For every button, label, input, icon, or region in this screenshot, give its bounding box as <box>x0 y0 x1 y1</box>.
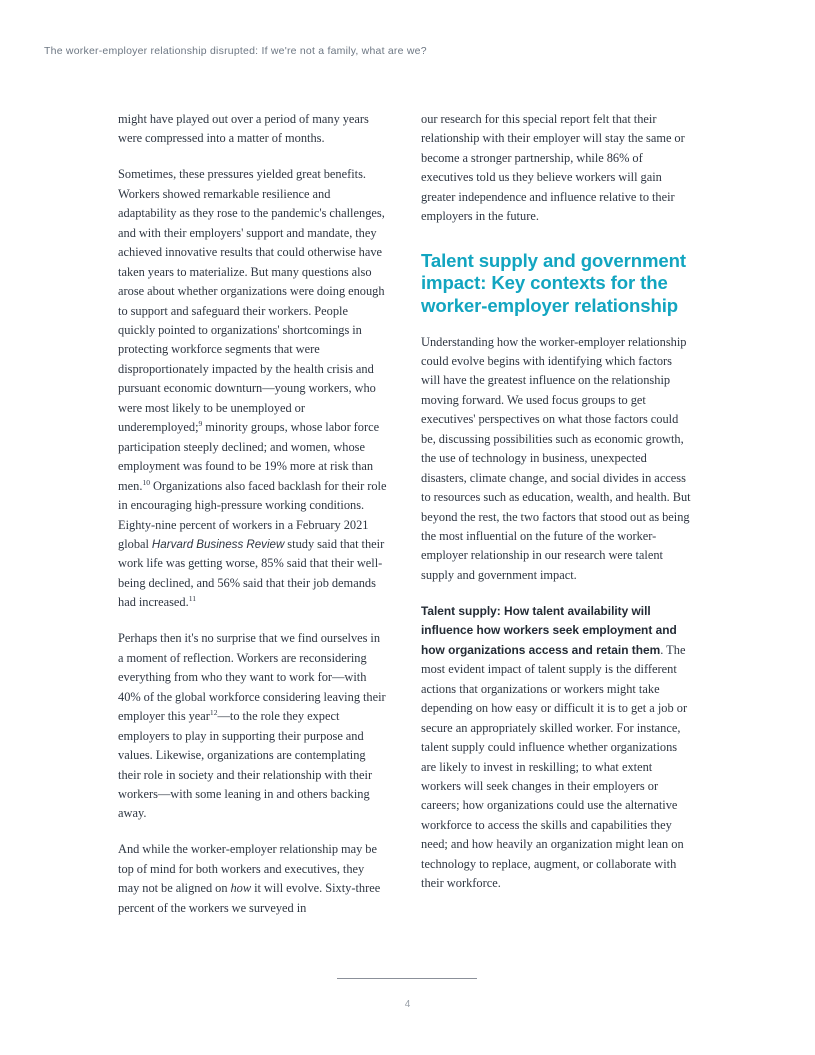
lead-in-talent-supply: Talent supply: How talent availability will influence how workers seek employment and how organizations access and retain them <box>421 603 677 657</box>
footnote-marker-10[interactable]: 10 <box>142 477 151 487</box>
footnote-marker-11[interactable]: 11 <box>188 594 197 604</box>
footnote-marker-9[interactable]: 9 <box>198 419 203 429</box>
footer-divider <box>337 978 477 979</box>
paragraph-talent-supply-definition <box>421 602 692 894</box>
paragraph-text-part-2: minority groups, whose labor force participation steeply declined; and women, whose employment was found to be 19% more at risk than men. <box>118 420 380 493</box>
section-heading-talent-supply-government-impact: Talent supply and government impact: Key contexts for the worker-employer relationship <box>421 249 686 316</box>
paragraph-understanding-factors: Understanding how the worker-employer relationship could evolve begins with identifying which factors will have the greatest influence on the relationship moving forward. We used focus groups to get executives' perspectives on what those factors could be, discussing possibilities such as economic growth, the use of technology in business, unexpected disasters, climate change, and social divides in access to resources such as education, wealth, and health. But beyond the rest, the two factors that stood out as being the most influential on the future of the worker-employer relationship in our research were talent supply and government impact. <box>421 334 691 582</box>
paragraph-talent-supply-body: . The most evident impact of talent supply is the different actions that organizations or workers might take depending on how easy or difficult it is to get a job or secure an appropriately skilled worker. For instance, talent supply could influence whether organizations are likely to invest in reskilling; to what extent workers will seek changes in their employers or careers; how organizations could use the alternative workforce to access the skills and capabilities they need; and how heavily an organization might lean on technology to replace, augment, or collaborate with their workforce. <box>421 642 688 891</box>
page-number: 4 <box>404 999 411 1010</box>
left-column <box>118 110 388 920</box>
paragraph-text-part-1: Sometimes, these pressures yielded great benefits. Workers showed remarkable resilience and adaptability as they rose to the pandemic's challenges, and with their employers' support and mandate, they achieved innovative results that could otherwise have taken years to materialize. But many questions also arose about whether organizations were doing enough to support and safeguard their workers. People quickly pointed to organizations' shortcomings in protecting workforce segments that were disproportionately impacted by the health crisis and pursuant economic downturn—young workers, who were most likely to be unemployed or underemployed; <box>118 167 385 435</box>
paragraph-moment-of-reflection <box>118 629 388 824</box>
paragraph-research-findings: our research for this special report felt that their relationship with their employer will stay the same or become a stronger partnership, while 86% of executives told us they believe workers will gain greater independence and influence relative to their employers in the future. <box>421 112 685 224</box>
running-header: The worker-employer relationship disrupted: If we're not a family, what are we? <box>44 45 427 57</box>
paragraph-text-part-3: Organizations also faced backlash for their role in encouraging high-pressure working conditions. Eighty-nine percent of workers in a February 2021 global <box>118 478 387 552</box>
paragraph-text-part-2: it will evolve. Sixty-three percent of the workers we surveyed in <box>118 881 381 915</box>
paragraph-continuation: might have played out over a period of many years were compressed into a matter of months. <box>118 112 369 146</box>
paragraph-pressures-benefits <box>118 165 388 612</box>
paragraph-text-part-1: Perhaps then it's no surprise that we find ourselves in a moment of reflection. Workers are reconsidering everything from who they want to work for—with 40% of the global workforce considering leaving their employer this year <box>118 631 386 724</box>
right-column <box>421 110 692 920</box>
footnote-marker-12[interactable]: 12 <box>209 708 218 718</box>
paragraph-alignment-evolve <box>118 840 388 918</box>
paragraph-text-part-4: study said that their work life was getting worse, 85% said that their well-being declined, and 56% said that their job demands had increased. <box>118 537 385 610</box>
two-column-body <box>118 110 692 920</box>
paragraph-text-part-2: —to the role they expect employers to play in supporting their purpose and values. Likewise, organizations are contemplating their role in society and their relationship with their workers—with some leaning in and others backing away. <box>118 709 373 821</box>
publication-name-italic: Harvard Business Review <box>151 538 285 552</box>
emphasis-how: how <box>230 881 252 896</box>
paragraph-text-part-1: And while the worker-employer relationship may be top of mind for both workers and executives, they may not be aligned on <box>118 842 377 896</box>
